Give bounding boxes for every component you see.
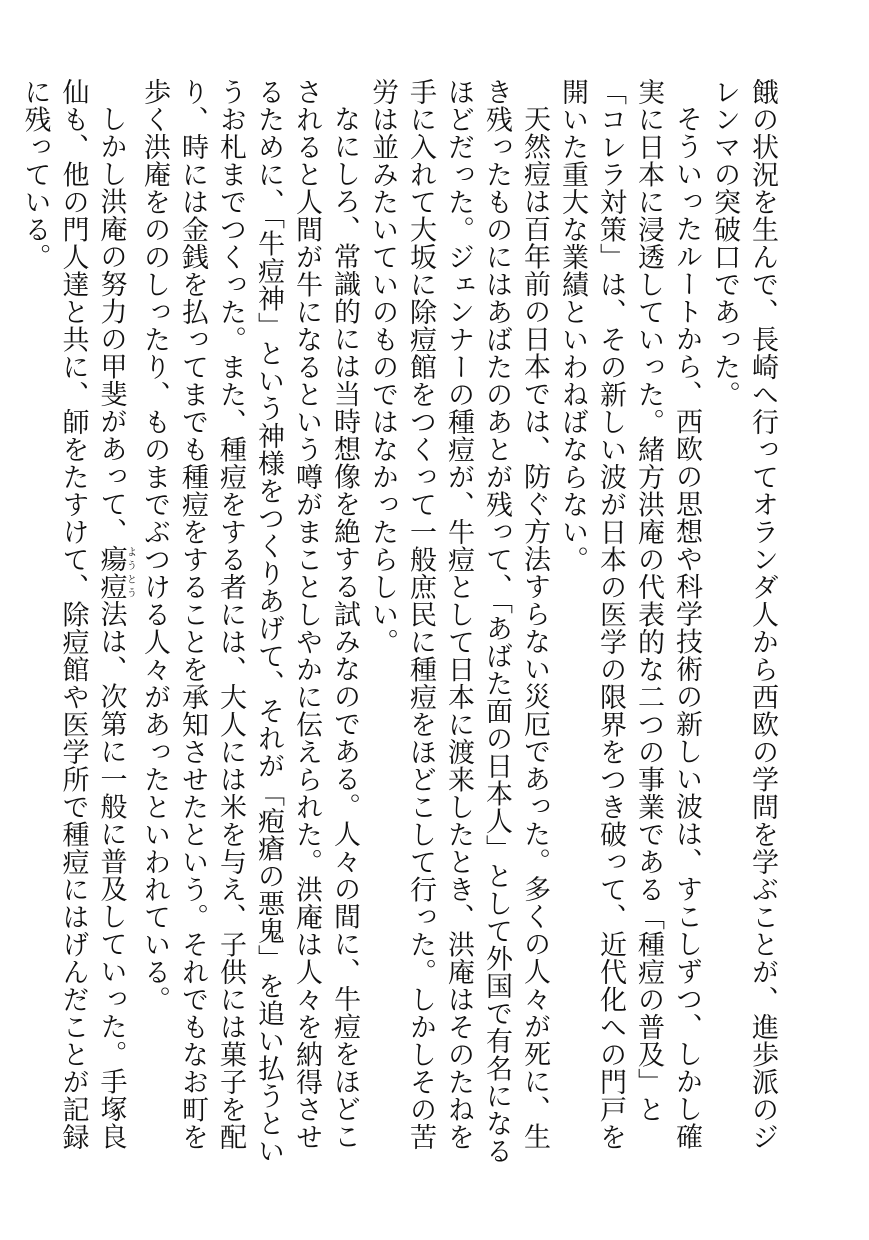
vertical-text-body (19, 78, 781, 1168)
paragraph-4: なにしろ、常識的には当時想像を絶する試みなのである。人々の間に、牛痘をほどこされると人間が牛になるという噂がまことしやかに伝えられた。洪庵は人々を納得させるために、「牛痘神」という神様をつくりあげて、それが「疱瘡の悪鬼」を追い払うというお札までつくった。また、種痘をする者には、大人には米を与え、子供には菓子を配り、時には金銭を払ってまでも種痘をすることを承知させたという。それでもなお町を歩く洪庵をののしったり、ものまでぶつける人々があったといわれている。 (139, 78, 360, 1165)
paragraph-2: そういったルートから、西欧の思想や科学技術の新しい波は、すこしずつ、しかし確実に日本に浸透していった。緒方洪庵の代表的な二つの事業である「種痘の普及」と「コレラ対策」は、その新しい波が日本の医学の限界をつき破って、近代化への門戸を開いた重大な業績といわねばならない。 (557, 78, 702, 1151)
paragraph-5 (16, 78, 136, 1168)
ruby-reading: ようとう (124, 545, 136, 600)
paragraph-1: 餓の状況を生んで、長崎へ行ってオランダ人から西欧の学問を学ぶことが、進歩派のジレンマの突破口であった。 (709, 78, 778, 1151)
paragraph-3: 天然痘は百年前の日本では、防ぐ方法すらない災厄であった。多くの人々が死に、生き残ったものにはあばたのあとが残って、「あばた面の日本人」として外国で有名になるほどだった。ジェンナーの種痘が、牛痘として日本に渡来したとき、洪庵はそのたねを手に入れて大坂に除痘館をつくって一般庶民に種痘をほどこして行った。しかしその苦労は並みたいていのものではなかったらしい。 (367, 78, 550, 1165)
ruby-base: 瘍痘 (95, 545, 127, 600)
paragraph-5-before-ruby: しかし洪庵の努力の甲斐があって、 (95, 105, 127, 545)
paragraph-5-after-ruby: 法は、次第に一般に普及していった。手塚良仙も、他の門人達と共に、師をたすけて、除痘館や医学所で種痘にはげんだことが記録に残っている。 (19, 78, 127, 1151)
furigana-word (95, 545, 136, 600)
